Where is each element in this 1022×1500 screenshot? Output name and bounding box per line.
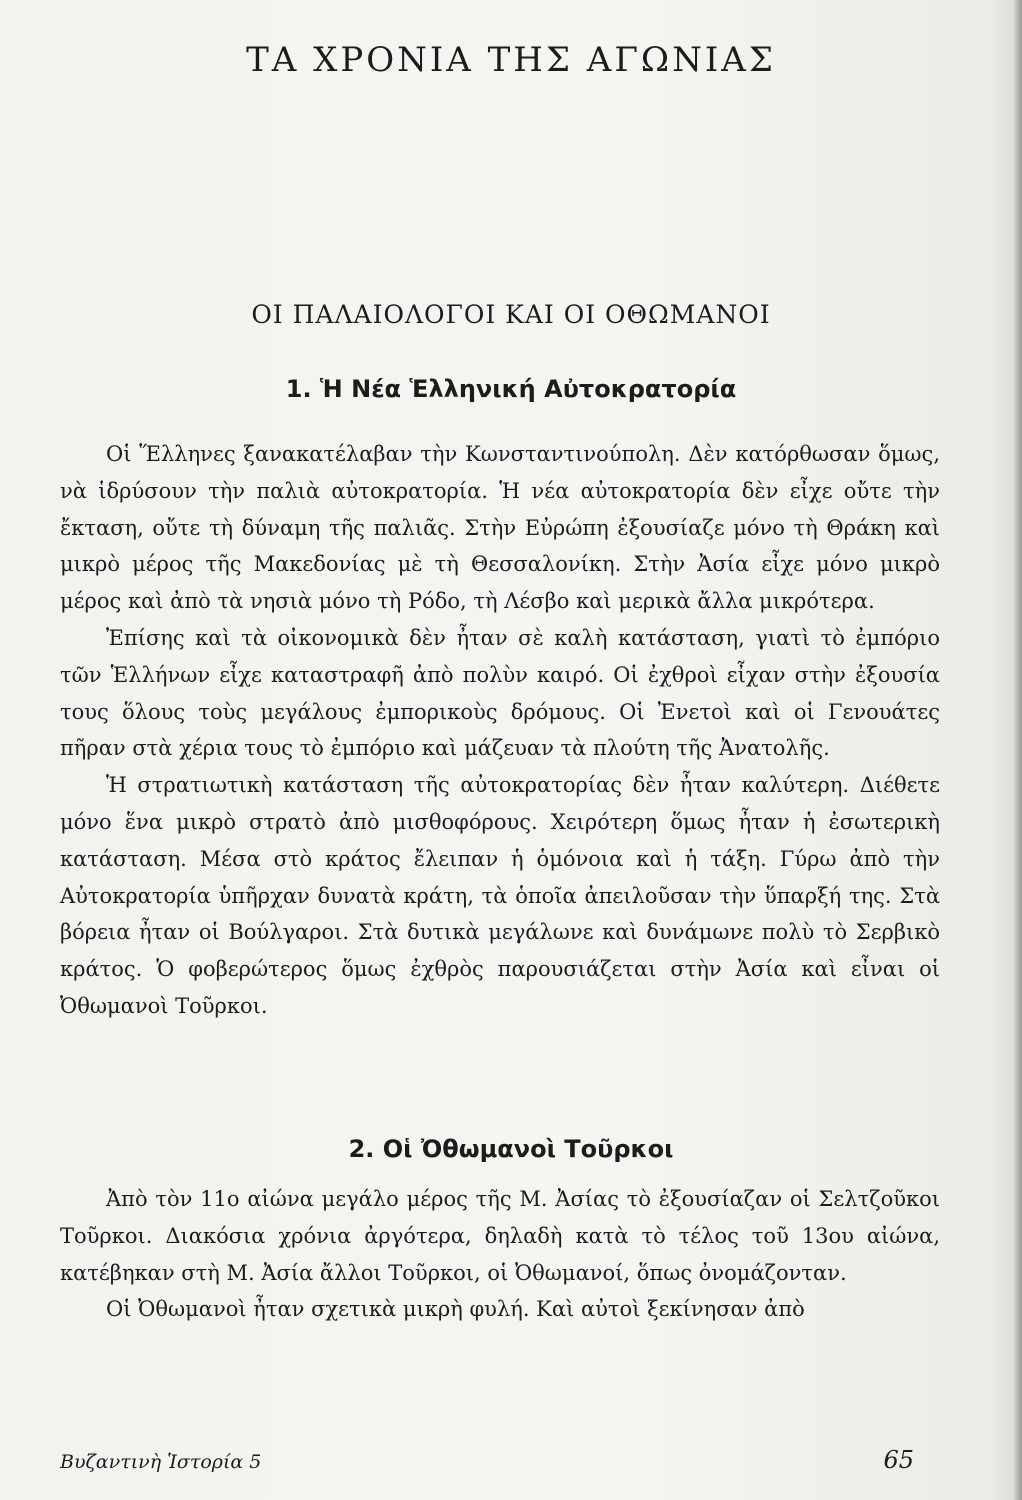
- paragraph: Ἐπίσης καὶ τὰ οἰκονομικὰ δὲν ἦταν σὲ καλὴ κατάσταση, γιατὶ τὸ ἐμπόριο τῶν Ἑλλήνων εἶχε καταστραφῆ ἀπὸ πολὺν καιρό. Οἱ ἐχθροὶ εἶχαν στὴν ἐξουσία τους ὅλους τοὺς μεγάλους ἐμπορικοὺς δρόμους. Οἱ Ἐνετοὶ καὶ οἱ Γενουάτες πῆραν στὰ χέρια τους τὸ ἐμπόριο καὶ μάζευαν τὰ πλούτη τῆς Ἀνατολῆς.: [60, 625, 940, 761]
- page-edge-shadow: [1014, 0, 1022, 1500]
- chapter-1-body: [60, 436, 940, 1025]
- chapter-2-heading: 2. Οἱ Ὀθωμανοὶ Τοῦρκοι: [348, 1135, 674, 1163]
- paragraph: Οἱ Ὀθωμανοὶ ἦταν σχετικὰ μικρὴ φυλή. Καὶ αὐτοὶ ξεκίνησαν ἀπὸ: [106, 1297, 805, 1322]
- paragraph: Ἀπὸ τὸν 11ο αἰώνα μεγάλο μέρος τῆς Μ. Ἀσίας τὸ ἐξουσίαζαν οἱ Σελτζοῦκοι Τοῦρκοι. Διακόσια χρόνια ἀργότερα, δηλαδὴ κατὰ τὸ τέλος τοῦ 13ου αἰώνα, κατέβηκαν στὴ Μ. Ἀσία ἄλλοι Τοῦρκοι, οἱ Ὀθωμανοί, ὅπως ὀνομάζονταν.: [60, 1187, 940, 1285]
- chapter-2-body: [60, 1181, 940, 1328]
- page-title: ΤΑ ΧΡΟΝΙΑ ΤΗΣ ΑΓΩΝΙΑΣ: [246, 40, 776, 80]
- paragraph: Οἱ Ἕλληνες ξανακατέλαβαν τὴν Κωνσταντινούπολη. Δὲν κατόρθωσαν ὅμως, νὰ ἱδρύσουν τὴν παλιὰ αὐτοκρατορία. Ἡ νέα αὐτοκρατορία δὲν εἶχε οὔτε τὴν ἔκταση, οὔτε τὴ δύναμη τῆς παλιᾶς. Στὴν Εὐρώπη ἐξουσίαζε μόνο τὴ Θράκη καὶ μικρὸ μέρος τῆς Μακεδονίας μὲ τὴ Θεσσαλονίκη. Στὴν Ἀσία εἶχε μόνο μικρὸ μέρος καὶ ἀπὸ τὰ νησιὰ μόνο τὴ Ρόδο, τὴ Λέσβο καὶ μερικὰ ἄλλα μικρότερα.: [60, 442, 940, 614]
- section-title: ΟΙ ΠΑΛΑΙΟΛΟΓΟΙ ΚΑΙ ΟΙ ΟΘΩΜΑΝΟΙ: [251, 300, 771, 329]
- footer-book-title: Βυζαντινὴ Ἱστορία 5: [60, 1451, 262, 1473]
- paragraph: Ἡ στρατιωτικὴ κατάσταση τῆς αὐτοκρατορίας δὲν ἦταν καλύτερη. Διέθετε μόνο ἕνα μικρὸ στρατὸ ἀπὸ μισθοφόρους. Χειρότερη ὅμως ἦταν ἡ ἐσωτερικὴ κατάσταση. Μέσα στὸ κράτος ἔλειπαν ἡ ὁμόνοια καὶ ἡ τάξη. Γύρω ἀπὸ τὴν Αὐτοκρατορία ὑπῆρχαν δυνατὰ κράτη, τὰ ὁποῖα ἀπειλοῦσαν τὴν ὕπαρξή της. Στὰ βόρεια ἦταν οἱ Βούλγαροι. Στὰ δυτικὰ μεγάλωνε καὶ δυνάμωνε πολὺ τὸ Σερβικὸ κράτος. Ὁ φοβερώτερος ὅμως ἐχθρὸς παρουσιάζεται στὴν Ἀσία καὶ εἶναι οἱ Ὀθωμανοὶ Τοῦρκοι.: [60, 773, 940, 1018]
- chapter-1-heading: 1. Ἡ Νέα Ἑλληνική Αὐτοκρατορία: [285, 375, 737, 403]
- page-number: 65: [883, 1446, 914, 1474]
